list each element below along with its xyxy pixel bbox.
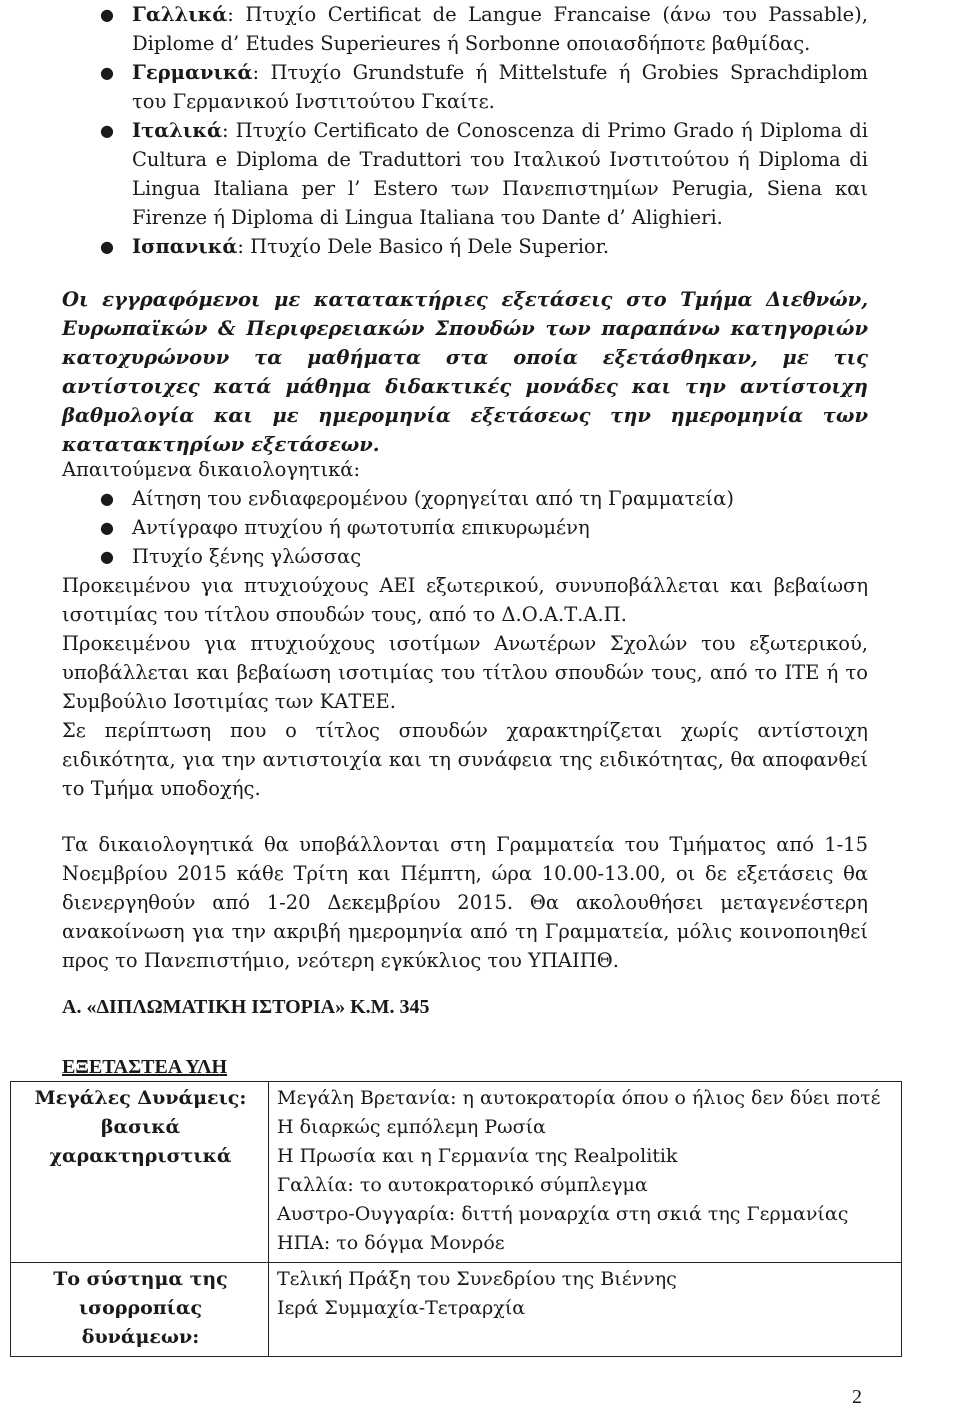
page-number: 2 [852,1386,862,1408]
syllabus-heading: ΕΞΕΤΑΣΤΕΑ ΥΛΗ [62,1056,228,1078]
paragraph-higher-schools: Προκειμένου για πτυχιούχους ισοτίμων Ανωτέρων Σχολών του εξωτερικού, υποβάλλεται και βεβαίωση ισοτιμίας του τίτλου σπουδών τους, από το ΙΤΕ ή το Συμβούλιο Ισοτιμίας των ΚΑΤΕΕ. [62,632,868,713]
list-item: ● Αίτηση του ενδιαφερομένου (χορηγείται από τη Γραμματεία) [62,484,868,513]
language-certificates-list [62,0,868,261]
italic-paragraph: Οι εγγραφόμενοι με κατατακτήριες εξετάσεις στο Τμήμα Διεθνών, Ευρωπαϊκών & Περιφερειακών Σπουδών των παραπάνω κατηγοριών κατοχυρώνουν τα μαθήματα στα οποία εξετάσθηκαν, με τις αντίστοιχες κατά μάθημα διδακτικές μονάδες και την αντίστοιχη βαθμολογία και με ημερομηνία εξετάσεως την ημερομηνία των κατατακτηρίων εξετάσεων. [62,288,868,456]
table-cell-topics: Τελική Πράξη του Συνεδρίου της Βιέννης Ιερά Συμμαχία-Τετραρχία [269,1263,902,1357]
bullet-icon: ● [100,63,114,82]
table-cell-topics: Μεγάλη Βρετανία: η αυτοκρατορία όπου ο ήλιος δεν δύει ποτέ Η διαρκώς εμπόλεμη Ρωσία Η Πρωσία και η Γερμανία της Realpolitik Γαλλία: το αυτοκρατορικό σύμπλεγμα Αυστρο-Ουγγαρία: διττή μοναρχία στη σκιά της Γερμανίας ΗΠΑ: το δόγμα Μονρόε [269,1082,902,1263]
list-item: ● Ιταλικά: Πτυχίο Certificato de Conoscenza di Primo Grado ή Diploma di Cultura e Diploma de Traduttori του Ιταλικού Ινστιτούτου ή Diploma di Lingua Italiana per l’ Estero των Πανεπιστημίων Perugia, Siena και Firenze ή Diploma di Lingua Italiana του Dante d’ Alighieri. [62,116,868,232]
table-cell-label: Μεγάλες Δυνάμεις: βασικά χαρακτηριστικά [11,1082,269,1263]
paragraph-specialty: Σε περίπτωση που ο τίτλος σπουδών χαρακτηρίζεται χωρίς αντίστοιχη ειδικότητα, για την αντιστοιχία και τη συνάφεια της ειδικότητας, θα αποφανθεί το Τμήμα υποδοχής. [62,719,868,800]
table-row [11,1263,902,1357]
bullet-icon: ● [100,5,114,24]
list-item: ● Ισπανικά: Πτυχίο Dele Basico ή Dele Superior. [62,232,868,261]
bullet-icon: ● [100,237,114,256]
bullet-icon: ● [100,518,114,537]
documents-title: Απαιτούμενα δικαιολογητικά: [62,458,361,481]
table-cell-label: Το σύστημα της ισορροπίας δυνάμεων: [11,1263,269,1357]
list-item: ● Γερμανικά: Πτυχίο Grundstufe ή Mittelstufe ή Grobies Sprachdiplom του Γερμανικού Ινστιτούτου Γκαίτε. [62,58,868,116]
paragraph-submission-dates: Τα δικαιολογητικά θα υποβάλλονται στη Γραμματεία του Τμήματος από 1-15 Νοεμβρίου 2015 κάθε Τρίτη και Πέμπτη, ώρα 10.00-13.00, οι δε εξετάσεις θα διενεργηθούν από 1-20 Δεκεμβρίου 2015. Θα ακολουθήσει μεταγενέστερη ανακοίνωση για την ακριβή ημερομηνία από τη Γραμματεία, μόλις κοινοποιηθεί προς το Πανεπιστήμιο, νεότερη εγκύκλιος του ΥΠΑΙΠΘ. [62,833,868,972]
paragraph-aei: Προκειμένου για πτυχιούχους ΑΕΙ εξωτερικού, συνυποβάλλεται και βεβαίωση ισοτιμίας του τίτλου σπουδών τους, από το Δ.Ο.Α.Τ.Α.Π. [62,574,868,626]
list-item: ● Γαλλικά: Πτυχίο Certificat de Langue Francaise (άνω του Passable), Diplome d’ Etudes Superieures ή Sorbonne οποιασδήποτε βαθμίδας. [62,0,868,58]
table-row [11,1082,902,1263]
list-item: ● Πτυχίο ξένης γλώσσας [62,542,868,571]
bullet-icon: ● [100,121,114,140]
section-heading: Α. «ΔΙΠΛΩΜΑΤΙΚΗ ΙΣΤΟΡΙΑ» Κ.Μ. 345 [62,996,430,1018]
list-item: ● Αντίγραφο πτυχίου ή φωτοτυπία επικυρωμένη [62,513,868,542]
bullet-icon: ● [100,547,114,566]
documents-list [62,484,868,571]
bullet-icon: ● [100,489,114,508]
syllabus-table [10,1081,902,1357]
